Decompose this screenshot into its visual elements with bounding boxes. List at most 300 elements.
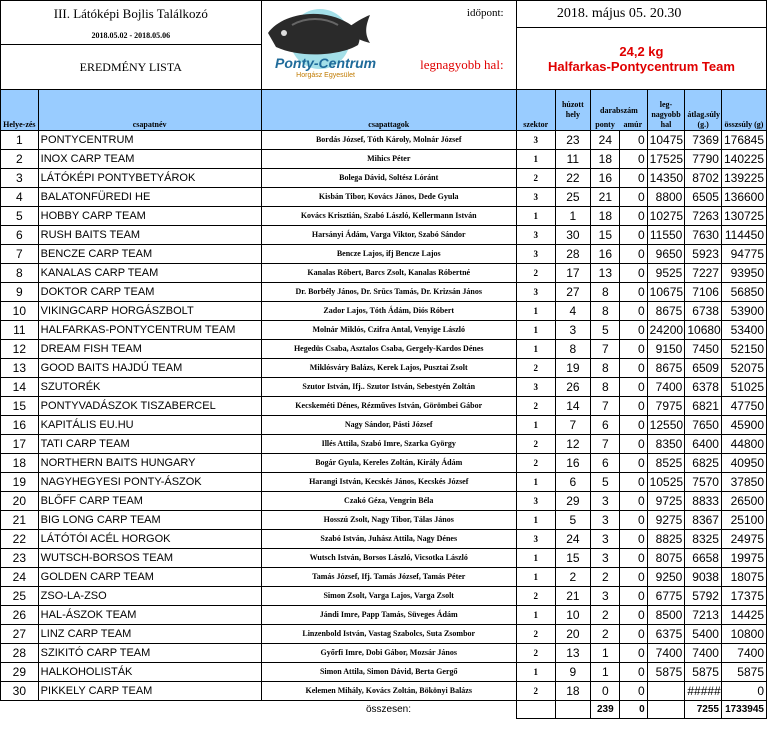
summary-avg: 7255: [685, 701, 722, 719]
carp-count-cell: 3: [591, 549, 620, 568]
members-cell: Szutor István, Ifj.. Szutor István, Sebestyén Zoltán: [261, 378, 516, 397]
members-cell: Kovács Krisztián, Szabó László, Kellermann István: [261, 207, 516, 226]
members-cell: Bencze Lajos, ifj Bencze Lajos: [261, 245, 516, 264]
page-title: III. Látóképi Bojlis Találkozó: [1, 1, 262, 28]
total-weight-cell: 10800: [721, 625, 766, 644]
sector-cell: 1: [516, 321, 555, 340]
sector-cell: 2: [516, 397, 555, 416]
carp-count-cell: 7: [591, 340, 620, 359]
sector-cell: 1: [516, 416, 555, 435]
table-row: [1, 568, 767, 587]
total-weight-cell: 56850: [721, 283, 766, 302]
team-name-cell: PONTYVADÁSZOK TISZABERCEL: [38, 397, 261, 416]
total-weight-cell: 139225: [721, 169, 766, 188]
spot-cell: 11: [555, 150, 591, 169]
amur-count-cell: 0: [620, 131, 647, 150]
sector-cell: 3: [516, 226, 555, 245]
biggest-fish-cell: 11550: [647, 226, 685, 245]
biggest-fish-cell: 7400: [647, 644, 685, 663]
total-weight-cell: 53900: [721, 302, 766, 321]
avg-weight-cell: 5792: [685, 587, 722, 606]
logo-cell: [261, 1, 516, 90]
total-weight-cell: 17375: [721, 587, 766, 606]
table-row: [1, 511, 767, 530]
rank-cell: 4: [1, 188, 39, 207]
amur-count-cell: 0: [620, 416, 647, 435]
members-cell: Kecskeméti Dénes, Rézműves István, Görömbei Gábor: [261, 397, 516, 416]
rank-cell: 7: [1, 245, 39, 264]
spot-cell: 29: [555, 492, 591, 511]
avg-weight-cell: 6378: [685, 378, 722, 397]
avg-weight-cell: 7227: [685, 264, 722, 283]
sector-cell: 1: [516, 207, 555, 226]
summary-spacer: [38, 701, 261, 719]
total-weight-cell: 18075: [721, 568, 766, 587]
sector-cell: 1: [516, 568, 555, 587]
team-name-cell: TATI CARP TEAM: [38, 435, 261, 454]
sector-cell: 2: [516, 587, 555, 606]
avg-weight-cell: 5923: [685, 245, 722, 264]
summary-empty: [516, 701, 555, 719]
avg-weight-cell: 6509: [685, 359, 722, 378]
members-cell: Nagy Sándor, Pásti József: [261, 416, 516, 435]
table-row: [1, 302, 767, 321]
table-row: [1, 454, 767, 473]
carp-count-cell: 16: [591, 245, 620, 264]
biggest-fish-cell: 9250: [647, 568, 685, 587]
biggest-fish-cell: [647, 682, 685, 701]
rank-cell: 19: [1, 473, 39, 492]
avg-weight-cell: 8367: [685, 511, 722, 530]
members-cell: Wutsch István, Borsos László, Vicsotka László: [261, 549, 516, 568]
avg-weight-cell: 7650: [685, 416, 722, 435]
avg-weight-cell: 6738: [685, 302, 722, 321]
rank-cell: 24: [1, 568, 39, 587]
amur-count-cell: 0: [620, 454, 647, 473]
spot-cell: 3: [555, 321, 591, 340]
table-row: [1, 359, 767, 378]
amur-count-cell: 0: [620, 473, 647, 492]
amur-count-cell: 0: [620, 378, 647, 397]
spot-cell: 15: [555, 549, 591, 568]
carp-count-cell: 1: [591, 663, 620, 682]
amur-count-cell: 0: [620, 587, 647, 606]
team-name-cell: PONTYCENTRUM: [38, 131, 261, 150]
avg-weight-cell: 7369: [685, 131, 722, 150]
table-row: [1, 416, 767, 435]
event-dates: 2018.05.02 - 2018.05.06: [1, 28, 262, 45]
carp-count-cell: 5: [591, 473, 620, 492]
rank-cell: 22: [1, 530, 39, 549]
members-cell: Bolega Dávid, Soltész Lóránt: [261, 169, 516, 188]
carp-count-cell: 3: [591, 492, 620, 511]
table-row: [1, 245, 767, 264]
amur-count-cell: 0: [620, 188, 647, 207]
biggest-fish-cell: 10275: [647, 207, 685, 226]
members-cell: Jándi Imre, Papp Tamás, Süveges Ádám: [261, 606, 516, 625]
sector-cell: 2: [516, 625, 555, 644]
biggest-fish-cell: 8675: [647, 359, 685, 378]
sector-cell: 3: [516, 131, 555, 150]
table-row: [1, 606, 767, 625]
team-name-cell: DOKTOR CARP TEAM: [38, 283, 261, 302]
rank-cell: 13: [1, 359, 39, 378]
avg-weight-cell: 6400: [685, 435, 722, 454]
rank-cell: 27: [1, 625, 39, 644]
total-weight-cell: 19975: [721, 549, 766, 568]
spot-cell: 8: [555, 340, 591, 359]
rank-cell: 30: [1, 682, 39, 701]
sector-cell: 3: [516, 188, 555, 207]
carp-count-cell: 16: [591, 169, 620, 188]
rank-cell: 14: [1, 378, 39, 397]
sector-cell: 2: [516, 359, 555, 378]
col-count: darabszám: [600, 106, 638, 115]
total-weight-cell: 53400: [721, 321, 766, 340]
amur-count-cell: 0: [620, 264, 647, 283]
members-cell: Harangi István, Kecskés János, Kecskés József: [261, 473, 516, 492]
total-weight-cell: 140225: [721, 150, 766, 169]
amur-count-cell: 0: [620, 511, 647, 530]
members-cell: Zador Lajos, Tóth Ádám, Diós Róbert: [261, 302, 516, 321]
table-row: [1, 682, 767, 701]
avg-weight-cell: 7630: [685, 226, 722, 245]
total-weight-cell: 24975: [721, 530, 766, 549]
sector-cell: 2: [516, 264, 555, 283]
sector-cell: 3: [516, 492, 555, 511]
members-cell: Simon Zsolt, Varga Lajos, Varga Zsolt: [261, 587, 516, 606]
carp-count-cell: 1: [591, 644, 620, 663]
team-name-cell: NORTHERN BAITS HUNGARY: [38, 454, 261, 473]
carp-count-cell: 8: [591, 283, 620, 302]
carp-count-cell: 18: [591, 207, 620, 226]
team-name-cell: KANALAS CARP TEAM: [38, 264, 261, 283]
carp-count-cell: 21: [591, 188, 620, 207]
table-row: [1, 644, 767, 663]
members-cell: Czakó Géza, Vengrin Béla: [261, 492, 516, 511]
team-name-cell: NAGYHEGYESI PONTY-ÁSZOK: [38, 473, 261, 492]
sector-cell: 2: [516, 644, 555, 663]
total-weight-cell: 51025: [721, 378, 766, 397]
biggest-fish-cell: 8075: [647, 549, 685, 568]
total-weight-cell: 7400: [721, 644, 766, 663]
spot-cell: 20: [555, 625, 591, 644]
biggest-fish-cell: 6375: [647, 625, 685, 644]
carp-count-cell: 8: [591, 359, 620, 378]
team-name-cell: HALFARKAS-PONTYCENTRUM TEAM: [38, 321, 261, 340]
avg-weight-cell: 10680: [685, 321, 722, 340]
table-row: [1, 549, 767, 568]
team-name-cell: INOX CARP TEAM: [38, 150, 261, 169]
summary-spacer: [1, 701, 39, 719]
table-row: [1, 625, 767, 644]
team-name-cell: SZIKITÓ CARP TEAM: [38, 644, 261, 663]
members-cell: Tamás József, Ifj. Tamás József, Tamás Péter: [261, 568, 516, 587]
total-weight-cell: 14425: [721, 606, 766, 625]
col-sector: szektor: [516, 90, 555, 131]
sector-cell: 1: [516, 473, 555, 492]
carp-count-cell: 3: [591, 530, 620, 549]
time-label: időpont:: [466, 7, 504, 19]
rank-cell: 15: [1, 397, 39, 416]
biggest-fish-cell: 8525: [647, 454, 685, 473]
table-row: [1, 587, 767, 606]
spot-cell: 12: [555, 435, 591, 454]
biggest-fish-cell: 8350: [647, 435, 685, 454]
table-row: [1, 188, 767, 207]
members-cell: Linzenbold István, Vastag Szabolcs, Suta Zsombor: [261, 625, 516, 644]
rank-cell: 9: [1, 283, 39, 302]
amur-count-cell: 0: [620, 625, 647, 644]
sector-cell: 2: [516, 169, 555, 188]
amur-count-cell: 0: [620, 207, 647, 226]
total-weight-cell: 26500: [721, 492, 766, 511]
rank-cell: 2: [1, 150, 39, 169]
members-cell: Bogár Gyula, Kereles Zoltán, Király Ádám: [261, 454, 516, 473]
header-row-1: [1, 1, 767, 28]
spot-cell: 4: [555, 302, 591, 321]
biggest-fish-cell: 9525: [647, 264, 685, 283]
rank-cell: 6: [1, 226, 39, 245]
rank-cell: 11: [1, 321, 39, 340]
biggest-fish-cell: 8675: [647, 302, 685, 321]
amur-count-cell: 0: [620, 340, 647, 359]
summary-carp: 239: [591, 701, 620, 719]
avg-weight-cell: 7263: [685, 207, 722, 226]
carp-count-cell: 2: [591, 568, 620, 587]
avg-weight-cell: 6505: [685, 188, 722, 207]
col-biggest: leg-nagyobb hal: [647, 90, 685, 131]
amur-count-cell: 0: [620, 150, 647, 169]
amur-count-cell: 0: [620, 435, 647, 454]
team-name-cell: GOLDEN CARP TEAM: [38, 568, 261, 587]
sector-cell: 1: [516, 302, 555, 321]
table-row: [1, 492, 767, 511]
members-cell: Kanalas Róbert, Barcs Zsolt, Kanalas Róbertné: [261, 264, 516, 283]
amur-count-cell: 0: [620, 568, 647, 587]
table-row: [1, 283, 767, 302]
members-cell: Hosszú Zsolt, Nagy Tibor, Tálas János: [261, 511, 516, 530]
biggest-fish-cell: 8825: [647, 530, 685, 549]
col-amur: amúr: [623, 120, 643, 129]
bigfish-team: Halfarkas-Pontycentrum Team: [548, 58, 735, 74]
rank-cell: 10: [1, 302, 39, 321]
table-row: [1, 435, 767, 454]
biggest-fish-cell: 5875: [647, 663, 685, 682]
team-name-cell: BENCZE CARP TEAM: [38, 245, 261, 264]
team-name-cell: HOBBY CARP TEAM: [38, 207, 261, 226]
spot-cell: 14: [555, 397, 591, 416]
amur-count-cell: 0: [620, 682, 647, 701]
amur-count-cell: 0: [620, 321, 647, 340]
col-carp: ponty: [595, 120, 615, 129]
avg-weight-cell: 8833: [685, 492, 722, 511]
members-cell: Győrfi Imre, Dobi Gábor, Mozsár János: [261, 644, 516, 663]
amur-count-cell: 0: [620, 397, 647, 416]
sector-cell: 1: [516, 150, 555, 169]
total-weight-cell: 0: [721, 682, 766, 701]
rank-cell: 17: [1, 435, 39, 454]
spot-cell: 2: [555, 568, 591, 587]
sector-cell: 3: [516, 283, 555, 302]
avg-weight-cell: 9038: [685, 568, 722, 587]
spot-cell: 19: [555, 359, 591, 378]
spot-cell: 1: [555, 207, 591, 226]
table-row: [1, 340, 767, 359]
biggest-fish-cell: 9275: [647, 511, 685, 530]
spot-cell: 23: [555, 131, 591, 150]
carp-count-cell: 15: [591, 226, 620, 245]
summary-amur: 0: [620, 701, 647, 719]
logo-text: Ponty-Centrum: [275, 55, 377, 71]
members-cell: Molnár Miklós, Czifra Antal, Venyige László: [261, 321, 516, 340]
table-row: [1, 226, 767, 245]
summary-empty: [647, 701, 685, 719]
col-count-group: [591, 90, 648, 131]
spot-cell: 13: [555, 644, 591, 663]
avg-weight-cell: 5875: [685, 663, 722, 682]
amur-count-cell: 0: [620, 492, 647, 511]
avg-weight-cell: 7400: [685, 644, 722, 663]
logo-subtext: Horgász Egyesület: [296, 72, 355, 79]
members-cell: Bordás József, Tóth Károly, Molnár József: [261, 131, 516, 150]
rank-cell: 20: [1, 492, 39, 511]
table-row: [1, 321, 767, 340]
avg-weight-cell: 7570: [685, 473, 722, 492]
carp-count-cell: 8: [591, 378, 620, 397]
table-row: [1, 150, 767, 169]
spot-cell: 28: [555, 245, 591, 264]
members-cell: Szabó István, Juhász Attila, Nagy Dénes: [261, 530, 516, 549]
rank-cell: 23: [1, 549, 39, 568]
total-weight-cell: 93950: [721, 264, 766, 283]
total-weight-cell: 40950: [721, 454, 766, 473]
amur-count-cell: 0: [620, 606, 647, 625]
team-name-cell: SZUTORÉK: [38, 378, 261, 397]
carp-count-cell: 0: [591, 682, 620, 701]
spot-cell: 18: [555, 682, 591, 701]
amur-count-cell: 0: [620, 245, 647, 264]
avg-weight-cell: 7450: [685, 340, 722, 359]
sector-cell: 3: [516, 378, 555, 397]
bigfish-weight: 24,2 kg: [619, 43, 664, 59]
rank-cell: 21: [1, 511, 39, 530]
biggest-fish-cell: 9650: [647, 245, 685, 264]
time-value: 2018. május 05. 20.30: [516, 1, 766, 28]
carp-count-cell: 8: [591, 302, 620, 321]
carp-count-cell: 3: [591, 511, 620, 530]
total-weight-cell: 94775: [721, 245, 766, 264]
table-row: [1, 169, 767, 188]
amur-count-cell: 0: [620, 530, 647, 549]
team-name-cell: HAL-ÁSZOK TEAM: [38, 606, 261, 625]
rank-cell: 8: [1, 264, 39, 283]
biggest-fish-cell: 7400: [647, 378, 685, 397]
spot-cell: 25: [555, 188, 591, 207]
bigfish-label: legnagyobb hal:: [420, 57, 504, 72]
team-name-cell: GOOD BAITS HAJDÚ TEAM: [38, 359, 261, 378]
sector-cell: 1: [516, 549, 555, 568]
team-name-cell: ZSO-LA-ZSO: [38, 587, 261, 606]
members-cell: Kisbán Tibor, Kovács János, Dede Gyula: [261, 188, 516, 207]
avg-weight-cell: 6825: [685, 454, 722, 473]
total-weight-cell: 52150: [721, 340, 766, 359]
carp-count-cell: 2: [591, 606, 620, 625]
total-weight-cell: 5875: [721, 663, 766, 682]
sector-cell: 3: [516, 530, 555, 549]
summary-empty: [555, 701, 591, 719]
spot-cell: 26: [555, 378, 591, 397]
rank-cell: 5: [1, 207, 39, 226]
amur-count-cell: 0: [620, 359, 647, 378]
col-rank: Helye-zés: [1, 90, 39, 131]
members-cell: Kelemen Mihály, Kovács Zoltán, Bökönyi Balázs: [261, 682, 516, 701]
spot-cell: 6: [555, 473, 591, 492]
spot-cell: 5: [555, 511, 591, 530]
avg-weight-cell: 5400: [685, 625, 722, 644]
team-name-cell: KAPITÁLIS EU.HU: [38, 416, 261, 435]
sector-cell: 3: [516, 245, 555, 264]
sector-cell: 1: [516, 606, 555, 625]
spot-cell: 9: [555, 663, 591, 682]
rank-cell: 12: [1, 340, 39, 359]
spot-cell: 30: [555, 226, 591, 245]
members-cell: Illés Attila, Szabó Imre, Szarka György: [261, 435, 516, 454]
avg-weight-cell: #####: [685, 682, 722, 701]
total-weight-cell: 37850: [721, 473, 766, 492]
carp-count-cell: 7: [591, 435, 620, 454]
spot-cell: 10: [555, 606, 591, 625]
biggest-fish-cell: 10475: [647, 131, 685, 150]
bigfish-info: [516, 28, 766, 90]
col-spot: húzott hely: [555, 90, 591, 131]
sector-cell: 1: [516, 663, 555, 682]
amur-count-cell: 0: [620, 226, 647, 245]
col-team: csapatnév: [38, 90, 261, 131]
biggest-fish-cell: 17525: [647, 150, 685, 169]
carp-count-cell: 6: [591, 416, 620, 435]
avg-weight-cell: 7106: [685, 283, 722, 302]
table-row: [1, 663, 767, 682]
avg-weight-cell: 7790: [685, 150, 722, 169]
biggest-fish-cell: 8500: [647, 606, 685, 625]
carp-count-cell: 18: [591, 150, 620, 169]
amur-count-cell: 0: [620, 644, 647, 663]
carp-count-cell: 7: [591, 397, 620, 416]
members-cell: Hegedüs Csaba, Asztalos Csaba, Gergely-Kardos Dénes: [261, 340, 516, 359]
spot-cell: 22: [555, 169, 591, 188]
summary-label: összesen:: [261, 701, 516, 719]
results-body: [1, 131, 767, 701]
sector-cell: 2: [516, 454, 555, 473]
col-members: csapattagok: [261, 90, 516, 131]
biggest-fish-cell: 10675: [647, 283, 685, 302]
amur-count-cell: 0: [620, 302, 647, 321]
table-row: [1, 530, 767, 549]
spot-cell: 17: [555, 264, 591, 283]
column-header-row: [1, 90, 767, 131]
avg-weight-cell: 6821: [685, 397, 722, 416]
carp-count-cell: 5: [591, 321, 620, 340]
team-name-cell: BALATONFÜREDI HE: [38, 188, 261, 207]
carp-count-cell: 13: [591, 264, 620, 283]
results-subtitle: EREDMÉNY LISTA: [1, 45, 262, 90]
members-cell: Mihics Péter: [261, 150, 516, 169]
sector-cell: 2: [516, 682, 555, 701]
spot-cell: 7: [555, 416, 591, 435]
total-weight-cell: 44800: [721, 435, 766, 454]
team-name-cell: WUTSCH-BORSOS TEAM: [38, 549, 261, 568]
